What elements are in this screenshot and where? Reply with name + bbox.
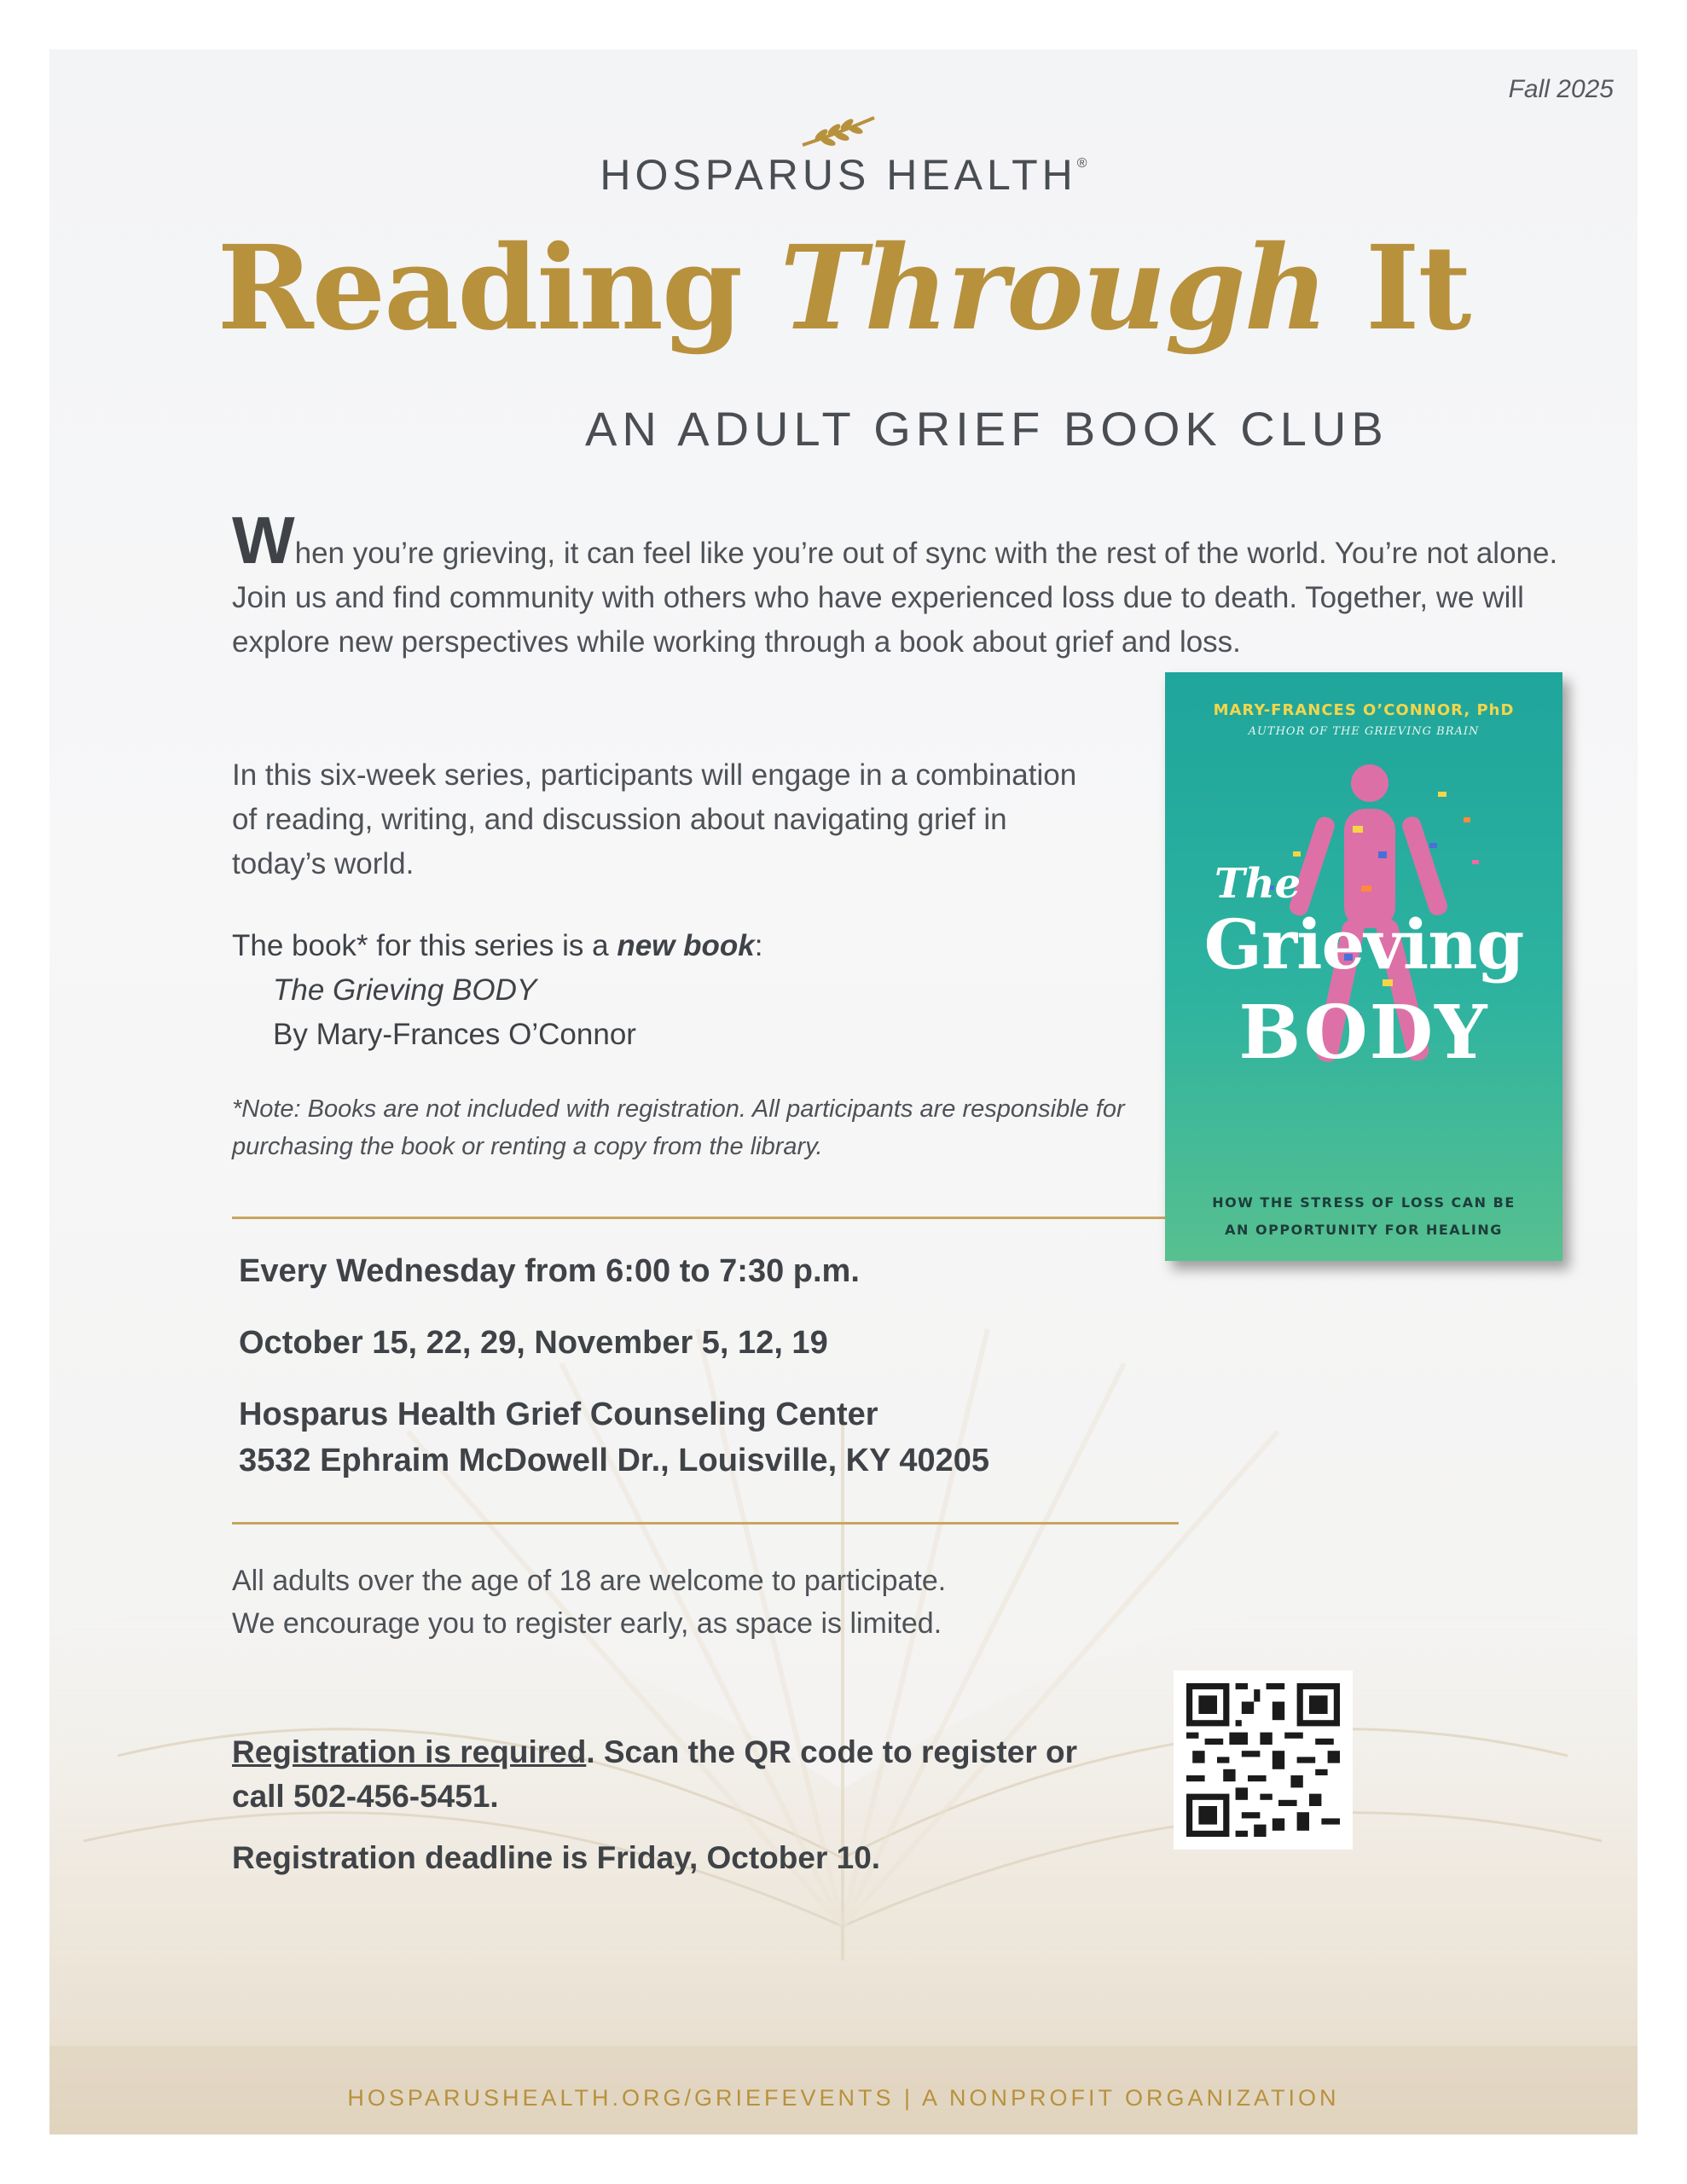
organization-logo-text: HOSPARUS HEALTH® bbox=[600, 151, 1087, 199]
drop-cap: W bbox=[232, 502, 295, 578]
event-location-name: Hosparus Health Grief Counseling Center bbox=[239, 1397, 878, 1432]
event-dates: October 15, 22, 29, November 5, 12, 19 bbox=[239, 1325, 828, 1361]
qr-code-icon bbox=[1186, 1683, 1340, 1837]
series-description: In this six-week series, participants will engage in a combination of reading, writing, and discussion about navigating grief in today’s world. bbox=[232, 758, 1077, 880]
flyer-page bbox=[49, 49, 1638, 2135]
book-title: The Grieving BODY bbox=[273, 973, 537, 1007]
season-label: Fall 2025 bbox=[1508, 75, 1614, 103]
book-author: By Mary-Frances O’Connor bbox=[273, 1018, 636, 1051]
footer-website[interactable]: HOSPARUSHEALTH.ORG/GRIEFEVENTS | A NONPROFIT ORGANIZATION bbox=[347, 2085, 1340, 2111]
page-title: Reading Through It bbox=[217, 220, 1470, 357]
divider-top bbox=[232, 1217, 1179, 1219]
intro-paragraph: When you’re grieving, it can feel like you’re out of sync with the rest of the world. You’re not alone. Join us and find community with others who have experienced loss due to death. Together, we will explore new perspectives while working through a book about grief and loss. bbox=[232, 502, 1558, 659]
event-time: Every Wednesday from 6:00 to 7:30 p.m. bbox=[239, 1253, 860, 1289]
registration-info: Registration is required. Scan the QR code to register or call 502-456-5451. Registration deadline is Friday, October 10. bbox=[232, 1730, 1085, 1880]
registration-deadline: Registration deadline is Friday, October 10. bbox=[232, 1840, 881, 1875]
book-cover-image: MARY-FRANCES O’CONNOR, PhD AUTHOR OF THE GRIEVING BRAIN The Grieving BODY HOW THE STRESS OF LOSS CAN BE AN OPPORTUNITY FOR HEALING bbox=[1165, 672, 1562, 1261]
registration-qr-code[interactable] bbox=[1174, 1670, 1353, 1850]
welcome-text: All adults over the age of 18 are welcome to participate. We encourage you to register early, as space is limited. bbox=[232, 1565, 947, 1640]
page-subtitle: AN ADULT GRIEF BOOK CLUB bbox=[585, 402, 1388, 456]
event-details bbox=[239, 1248, 1177, 1484]
book-note: *Note: Books are not included with registration. All participants are responsible for purchasing the book or renting a copy from the library. bbox=[232, 1095, 1125, 1160]
event-location-address: 3532 Ephraim McDowell Dr., Louisville, KY 40205 bbox=[239, 1443, 990, 1478]
registration-required-link[interactable]: Registration is required bbox=[232, 1734, 587, 1769]
book-info: The book* for this series is a new book: The Grieving BODY By Mary-Frances O’Connor bbox=[232, 924, 1085, 1057]
divider-bottom bbox=[232, 1522, 1179, 1525]
olive-branch-logo-icon bbox=[796, 109, 881, 152]
